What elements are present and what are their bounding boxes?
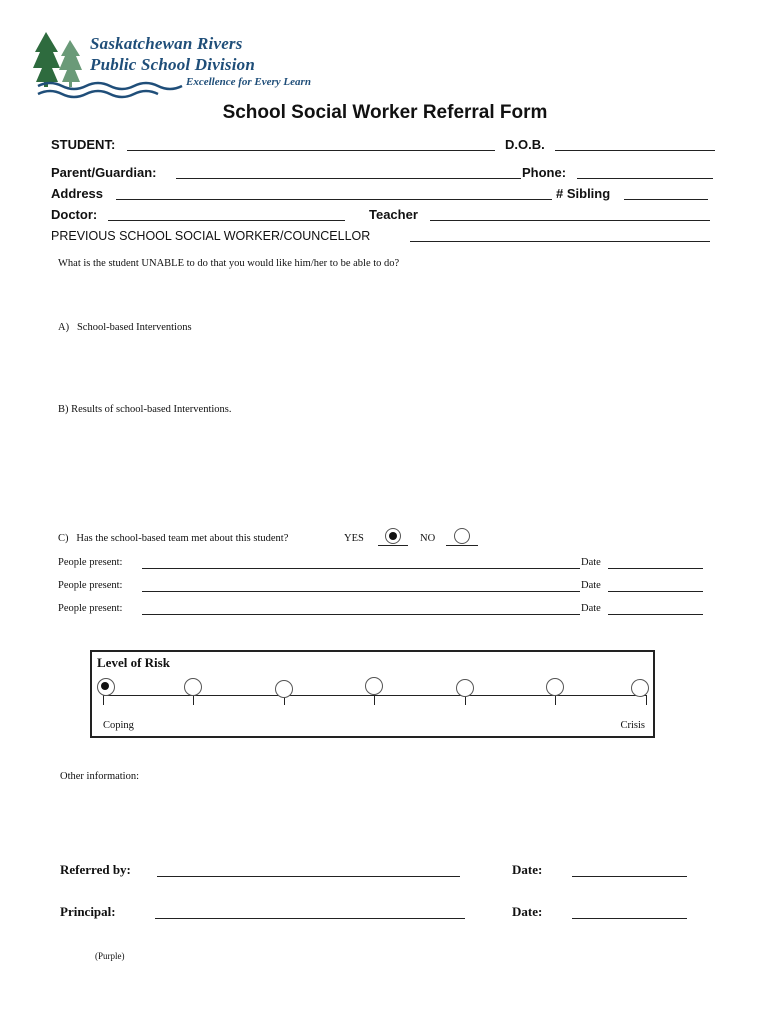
parent-guardian-field[interactable] [176,178,521,179]
principal-field[interactable] [155,918,465,919]
no-label: NO [420,533,436,544]
no-underline [446,545,478,546]
phone-field[interactable] [577,178,713,179]
sibling-label: # Sibling [556,186,611,201]
risk-tick [103,695,104,705]
people-date-label: Date [581,603,601,614]
risk-low-label: Coping [103,720,134,731]
sibling-field[interactable] [624,199,708,200]
risk-tick [555,695,556,705]
logo-name-line2: Public School Division [90,55,255,74]
logo-name-line1: Saskatchewan Rivers [90,34,243,53]
teacher-field[interactable] [430,220,710,221]
risk-level-2-radio[interactable] [184,678,202,696]
risk-level-7-radio[interactable] [631,679,649,697]
people-present-field[interactable] [142,568,580,569]
risk-high-label: Crisis [620,720,645,731]
question-b-results: B) Results of school-based Interventions. [58,404,232,415]
referred-by-label: Referred by: [60,862,131,877]
principal-date-field[interactable] [572,918,687,919]
people-present-field[interactable] [142,614,580,615]
student-label: STUDENT: [51,137,116,152]
yes-underline [378,545,408,546]
risk-level-5-radio[interactable] [456,679,474,697]
people-date-label: Date [581,580,601,591]
form-title: School Social Worker Referral Form [222,102,548,123]
people-date-field[interactable] [608,614,703,615]
risk-tick [374,695,375,705]
doctor-label: Doctor: [51,207,98,222]
referred-date-field[interactable] [572,876,687,877]
people-present-label: People present: [58,603,123,614]
water-waves-icon [36,80,186,100]
student-field[interactable] [127,150,495,151]
logo-tagline: Excellence for Every Learn [186,76,311,88]
footer-note: (Purple) [95,951,125,961]
address-field[interactable] [116,199,552,200]
dob-label: D.O.B. [505,137,545,152]
risk-title: Level of Risk [97,655,170,670]
yes-label: YES [344,533,364,544]
parent-guardian-label: Parent/Guardian: [51,165,157,180]
risk-level-box [90,650,655,738]
previous-worker-label: PREVIOUS SCHOOL SOCIAL WORKER/COUNCELLOR [51,229,371,243]
no-radio[interactable] [454,528,470,544]
question-c-team-met: C) Has the school-based team met about this student? [58,533,289,544]
people-present-label: People present: [58,580,123,591]
other-information-label: Other information: [60,771,140,782]
teacher-label: Teacher [369,207,418,222]
address-label: Address [51,186,104,201]
dob-field[interactable] [555,150,715,151]
risk-level-1-radio[interactable] [97,678,115,696]
people-present-label: People present: [58,557,123,568]
phone-label: Phone: [522,165,567,180]
people-date-label: Date [581,557,601,568]
risk-tick [646,695,647,705]
risk-level-4-radio[interactable] [365,677,383,695]
question-unable: What is the student UNABLE to do that you would like him/her to be able to do? [58,258,400,269]
yes-radio[interactable] [385,528,401,544]
people-date-field[interactable] [608,591,703,592]
principal-label: Principal: [60,904,116,919]
people-present-field[interactable] [142,591,580,592]
risk-level-6-radio[interactable] [546,678,564,696]
school-division-logo [32,28,332,103]
referred-date-label: Date: [512,862,543,877]
question-a-interventions: A) School-based Interventions [58,322,192,333]
doctor-field[interactable] [108,220,345,221]
principal-date-label: Date: [512,904,543,919]
people-date-field[interactable] [608,568,703,569]
previous-worker-field[interactable] [410,241,710,242]
risk-tick [193,695,194,705]
referred-by-field[interactable] [157,876,460,877]
risk-level-3-radio[interactable] [275,680,293,698]
